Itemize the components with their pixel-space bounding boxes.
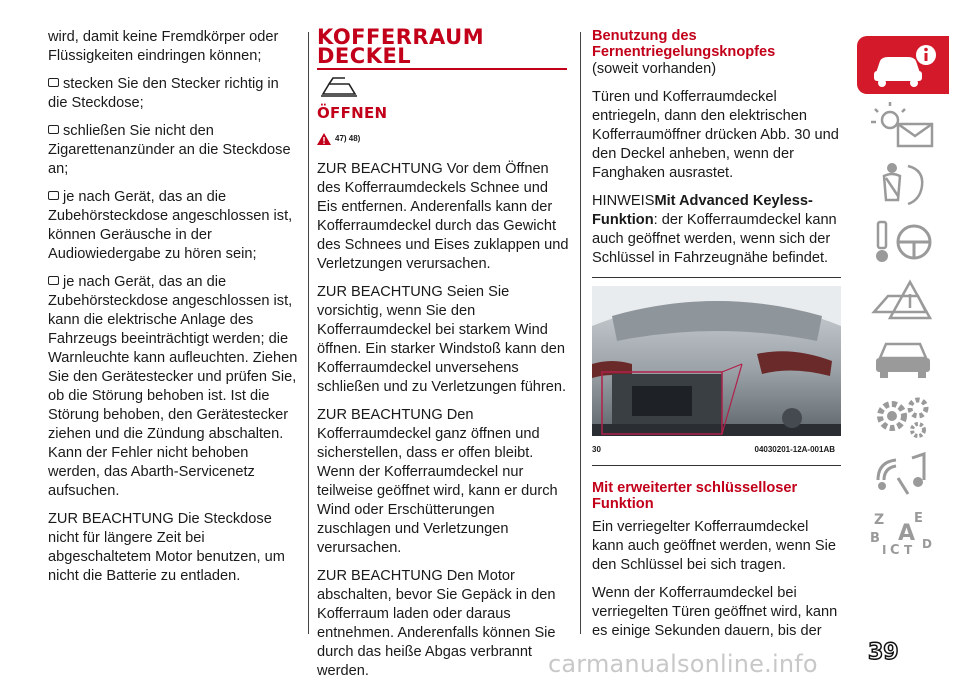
tab-index[interactable]	[857, 506, 949, 558]
multimedia-icon	[868, 450, 938, 498]
paragraph: Wenn der Kofferraumdeckel bei verriegelten Türen geöffnet wird, kann es einige Sekunden dauern, bis der	[592, 585, 838, 639]
warning-triangle-icon	[317, 133, 331, 145]
svg-text:E: E	[914, 511, 923, 526]
tab-vehicle-info[interactable]	[857, 36, 949, 94]
svg-text:I: I	[882, 543, 887, 556]
paragraph: wird, damit keine Fremdkörper oder Flüssigkeiten eindringen können;	[48, 29, 279, 64]
tab-warning-lights[interactable]	[857, 100, 949, 152]
column-middle	[317, 25, 569, 678]
paragraph: ZUR BEACHTUNG Den Motor abschalten, bevor Sie Gepäck in den Kofferraum laden oder daraus entnehmen. Anderenfalls können Sie durch das heiße Abgas verbrannt werden.	[317, 568, 556, 678]
svg-text:C: C	[890, 543, 900, 556]
figure-caption: 30 04030201-12A-001AB	[592, 440, 841, 466]
trunk-open-icon	[319, 76, 359, 98]
section-title: KOFFERRAUM DECKEL	[317, 25, 485, 68]
page-number: 39	[868, 640, 899, 665]
chapter-sidebar	[857, 36, 949, 564]
column-divider	[580, 32, 581, 634]
gears-icon	[868, 392, 938, 440]
warning-references: 47) 48)	[317, 129, 569, 148]
figure-30	[592, 277, 841, 466]
bullet-item: je nach Gerät, das an die Zubehörsteckdose angeschlossen ist, können Geräusche in der Audiowiedergabe zu hören sein;	[48, 189, 293, 262]
trunk-photo-illustration	[592, 286, 841, 436]
title-rule	[317, 68, 567, 70]
column-left	[48, 28, 300, 595]
bullet-item: je nach Gerät, das an die Zubehörsteckdose angeschlossen ist, kann die elektrische Anlage des Fahrzeugs beeinträchtigt werden; die Warnleuchte kann aufleuchten. Ziehen Sie den Gerätestecker und prüfen Sie, ob die Störung behoben ist. Ist die Störung behoben, den Gerätestecker ziehen und die Zündung abschalten. Kann der Fehler nicht behoben werden, das Abarth-Servicenetz aufsuchen.	[48, 274, 298, 499]
checkbox-bullet-icon	[48, 78, 59, 87]
svg-text:B: B	[870, 531, 880, 546]
paragraph: ZUR BEACHTUNG Die Steckdose nicht für längere Zeit bei abgeschaltetem Motor benutzen, um nicht die Batterie zu entladen.	[48, 511, 285, 584]
paragraph: Türen und Kofferraumdeckel entriegeln, dann den elektrischen Kofferraumöffner drücken Abb. 30 und den Deckel anheben, wenn der Fanghaken ausrastet.	[592, 89, 839, 181]
heading-note: (soweit vorhanden)	[592, 61, 717, 77]
light-envelope-icon	[868, 102, 938, 150]
bullet-item: stecken Sie den Stecker richtig in die Steckdose;	[48, 76, 279, 111]
paragraph: ZUR BEACHTUNG Den Kofferraumdeckel ganz öffnen und sicherstellen, dass er offen bleibt. Wenn der Kofferraumdeckel nur teilweise geöffnet wird, kann er durch Wind oder Erschütterungen zuschlagen und Verletzungen verursachen.	[317, 407, 558, 556]
paragraph: ZUR BEACHTUNG Vor dem Öffnen des Kofferraumdeckels Schnee und Eis entfernen. Anderenfalls kann der Kofferraumdeckel durch das Gewicht des Schnees und Eises zuklappen und Verletzungen verursachen.	[317, 161, 569, 272]
tab-maintenance[interactable]	[857, 332, 949, 384]
paragraph: Ein verriegelter Kofferraumdeckel kann auch geöffnet werden, wenn Sie den Schlüssel bei sich tragen.	[592, 519, 836, 573]
car-info-icon	[868, 41, 938, 89]
alphabet-index-icon	[868, 508, 938, 556]
heading-remote-button: Benutzung des Fernentriegelungsknopfes	[592, 28, 776, 60]
tab-technical-data[interactable]	[857, 390, 949, 442]
column-divider	[308, 32, 309, 634]
checkbox-bullet-icon	[48, 276, 59, 285]
paragraph: ZUR BEACHTUNG Seien Sie vorsichtig, wenn Sie den Kofferraumdeckel bei starkem Wind öffnen. Ein starker Windstoß kann den Kofferraumdeckel unversehens schließen und zu Verletzungen führen.	[317, 284, 567, 395]
note-paragraph: HINWEISMit Advanced Keyless-Funktion: der Kofferraumdeckel kann auch geöffnet werden, wenn sich der Schlüssel in Fahrzeugnähe befindet.	[592, 193, 837, 266]
subsection-title: ÖFFNEN	[317, 104, 388, 122]
bullet-item: schließen Sie nicht den Zigarettenanzünder an die Steckdose an;	[48, 123, 291, 177]
checkbox-bullet-icon	[48, 191, 59, 200]
key-steering-icon	[868, 218, 938, 266]
svg-text:T: T	[904, 543, 913, 556]
svg-text:D: D	[922, 537, 932, 551]
seat-belt-icon	[868, 160, 938, 208]
checkbox-bullet-icon	[48, 125, 59, 134]
tab-multimedia[interactable]	[857, 448, 949, 500]
tab-safety[interactable]	[857, 158, 949, 210]
column-right	[592, 28, 840, 650]
tab-starting-driving[interactable]	[857, 216, 949, 268]
svg-text:Z: Z	[874, 512, 885, 528]
watermark: carmanualsonline.info	[548, 650, 818, 678]
car-front-icon	[868, 334, 938, 382]
heading-keyless: Mit erweiterter schlüsselloser Funktion	[592, 480, 798, 512]
svg-text:A: A	[898, 521, 916, 546]
emergency-triangle-icon	[868, 276, 938, 324]
tab-emergency[interactable]	[857, 274, 949, 326]
